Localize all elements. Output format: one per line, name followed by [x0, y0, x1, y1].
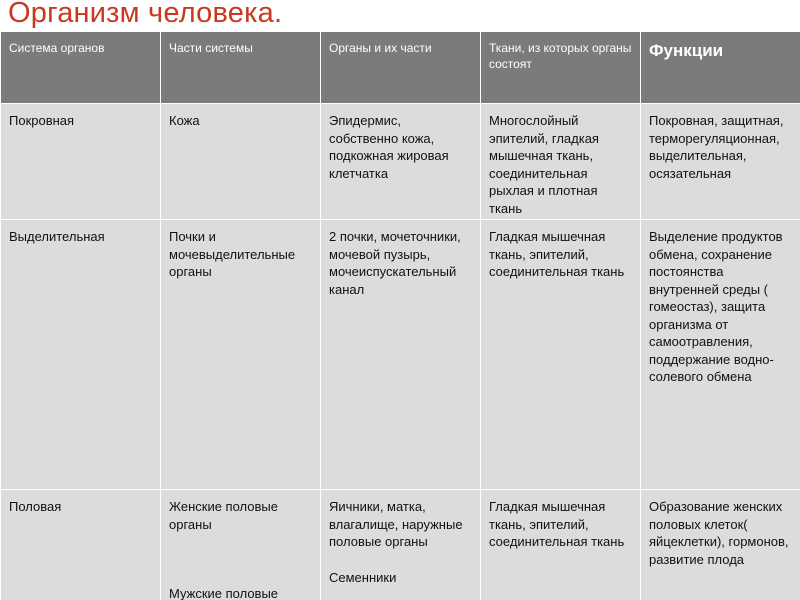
header-system-parts: Части системы	[161, 32, 321, 104]
cell-tissues: Многослойный эпителий, гладкая мышечная ткань, соединительная рыхлая и плотная ткань	[481, 104, 641, 220]
table-row	[1, 104, 800, 220]
cell-system: Покровная	[1, 104, 161, 220]
header-organs-and-parts: Органы и их части	[321, 32, 481, 104]
organ-systems-table	[0, 31, 800, 600]
female-organs-list: Яичники, матка, влагалище, наружные половые органы	[329, 499, 463, 549]
cell-functions: Выделение продуктов обмена, сохранение постоянства внутренней среды ( гомеостаз), защита организма от самоотравления, поддержание водно-солевого обмена	[641, 220, 800, 490]
header-row	[1, 32, 800, 104]
cell-organs	[321, 490, 481, 600]
cell-tissues: Гладкая мышечная ткань, эпителий, соединительная ткань	[481, 490, 641, 600]
cell-tissues: Гладкая мышечная ткань, эпителий, соединительная ткань	[481, 220, 641, 490]
cell-parts: Кожа	[161, 104, 321, 220]
table-body	[1, 104, 800, 600]
cell-parts	[161, 490, 321, 600]
spacer	[329, 551, 472, 569]
page-title: Организм человека.	[8, 0, 283, 29]
cell-parts: Почки и мочевыделительные органы	[161, 220, 321, 490]
header-organ-system: Система органов	[1, 32, 161, 104]
table-row	[1, 220, 800, 490]
male-organs-list: Семенники	[329, 569, 397, 585]
cell-system: Выделительная	[1, 220, 161, 490]
table-row	[1, 490, 800, 600]
header-tissues: Ткани, из которых органы состоят	[481, 32, 641, 104]
header-functions: Функции	[641, 32, 800, 104]
female-organs-text: Женские половые органы	[169, 499, 278, 532]
cell-organs: 2 почки, мочеточники, мочевой пузырь, мочеиспускательный канал	[321, 220, 481, 490]
cell-functions: Образование женских половых клеток( яйцеклетки), гормонов, развитие плода	[641, 490, 800, 600]
cell-system: Половая	[1, 490, 161, 600]
male-organs-text: Мужские половые	[169, 586, 279, 600]
spacer	[169, 533, 312, 585]
table-header	[1, 32, 800, 104]
cell-functions: Покровная, защитная, терморегуляционная, выделительная, осязательная	[641, 104, 800, 220]
cell-organs: Эпидермис, собственно кожа, подкожная жировая клетчатка	[321, 104, 481, 220]
